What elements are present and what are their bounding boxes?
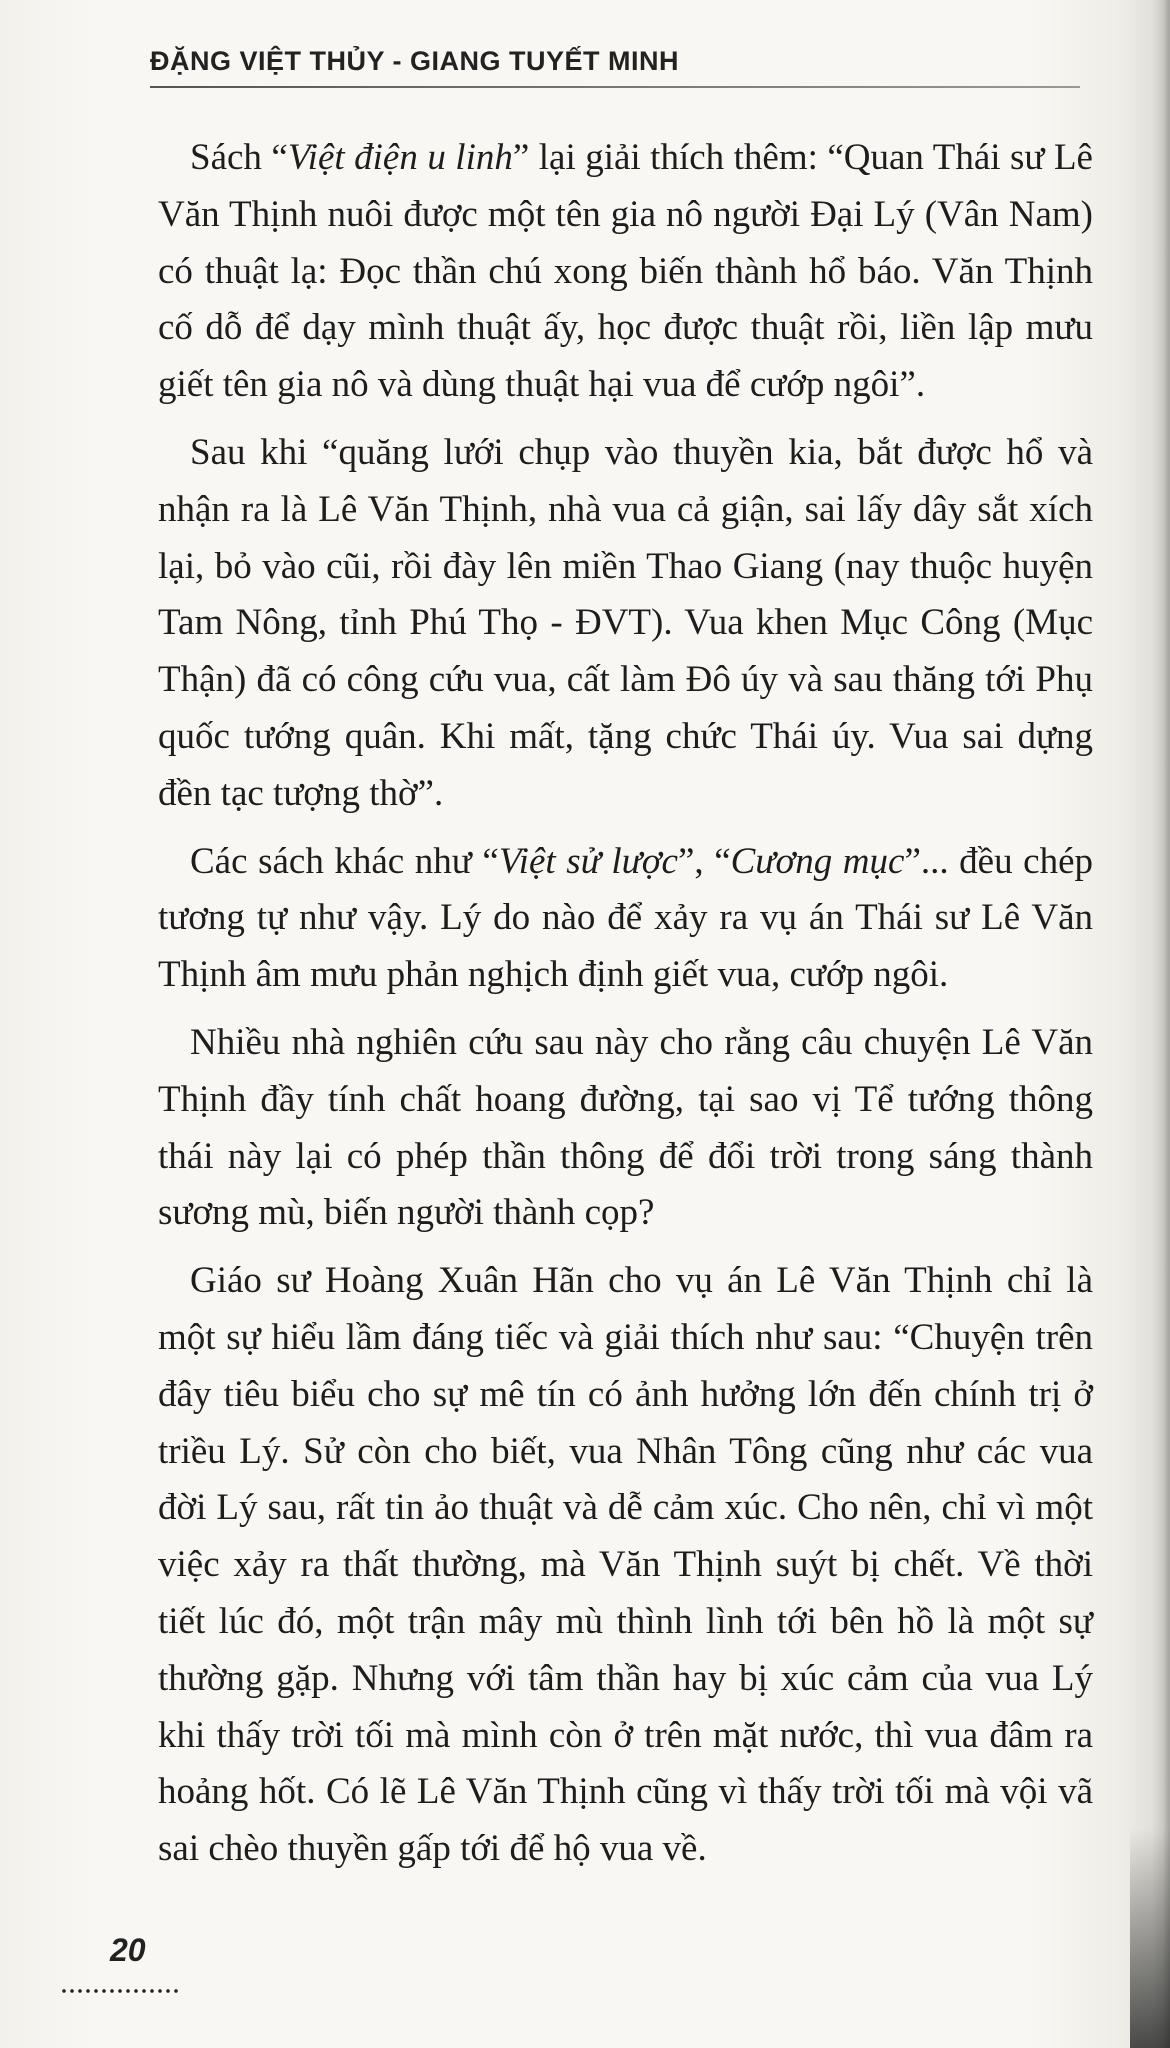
paragraph-1	[158, 130, 1093, 414]
page-edge-shadow	[1152, 0, 1170, 2048]
page-number-dots	[60, 1988, 180, 1994]
paragraph-5: Giáo sư Hoàng Xuân Hãn cho vụ án Lê Văn Thịnh chỉ là một sự hiểu lầm đáng tiếc và giải thích như sau: “Chuyện trên đây tiêu biểu cho sự mê tín có ảnh hưởng lớn đến chính trị ở triều Lý. Sử còn cho biết, vua Nhân Tông cũng như các vua đời Lý sau, rất tin ảo thuật và dễ cảm xúc. Cho nên, chỉ vì một việc xảy ra thất thường, mà Văn Thịnh suýt bị chết. Về thời tiết lúc đó, một trận mây mù thình lình tới bên hồ là một sự thường gặp. Nhưng với tâm thần hay bị xúc cảm của vua Lý khi thấy trời tối mà mình còn ở trên mặt nước, thì vua đâm ra hoảng hốt. Có lẽ Lê Văn Thịnh cũng vì thấy trời tối mà vội vã sai chèo thuyền gấp tới để hộ vua về.	[158, 1260, 1093, 1870]
page-number: 20	[110, 1932, 146, 1968]
paragraph-1-text-a: Sách “	[190, 137, 288, 178]
paragraph-2: Sau khi “quăng lưới chụp vào thuyền kia, bắt được hổ và nhận ra là Lê Văn Thịnh, nhà vua cả giận, sai lấy dây sắt xích lại, bỏ vào cũi, rồi đày lên miền Thao Giang (nay thuộc huyện Tam Nông, tỉnh Phú Thọ - ĐVT). Vua khen Mục Công (Mục Thận) đã có công cứu vua, cất làm Đô úy và sau thăng tới Phụ quốc tướng quân. Khi mất, tặng chức Thái úy. Vua sai dựng đền tạc tượng thờ”.	[158, 431, 1093, 814]
book-title-viet-su-luoc: Việt sử lược	[498, 840, 678, 882]
paragraph-3	[158, 834, 1093, 1004]
paragraph-4: Nhiều nhà nghiên cứu sau này cho rằng câu chuyện Lê Văn Thịnh đầy tính chất hoang đường, tại sao vị Tể tướng thông thái này lại có phép thần thông để đổi trời trong sáng thành sương mù, biến người thành cọp?	[158, 1021, 1093, 1234]
paragraph-3-text-c: ”... đều chép tương tự như vậy. Lý do nào để xảy ra vụ án Thái sư Lê Văn Thịnh âm mưu phản nghịch định giết vua, cướp ngôi.	[158, 840, 1093, 996]
paragraph-3-text-a: Các sách khác như “	[190, 840, 499, 882]
page-body	[158, 130, 1093, 1889]
paragraph-3-text-b: ”, “	[677, 840, 731, 882]
header-rule	[150, 86, 1080, 88]
book-title-cuong-muc: Cương mục	[730, 840, 905, 882]
book-title-viet-dien-u-linh: Việt điện u linh	[287, 137, 513, 178]
running-header-authors: ĐẶNG VIỆT THỦY - GIANG TUYẾT MINH	[150, 46, 680, 76]
paragraph-1-text-b: ” lại giải thích thêm: “Quan Thái sư Lê Văn Thịnh nuôi được một tên gia nô người Đại Lý (Vân Nam) có thuật lạ: Đọc thần chú xong biến thành hổ báo. Văn Thịnh cố dỗ để dạy mình thuật ấy, học được thuật rồi, liền lập mưu giết tên gia nô và dùng thuật hại vua để cướp ngôi”.	[158, 137, 1093, 406]
page-corner-shadow	[1130, 1828, 1170, 2048]
